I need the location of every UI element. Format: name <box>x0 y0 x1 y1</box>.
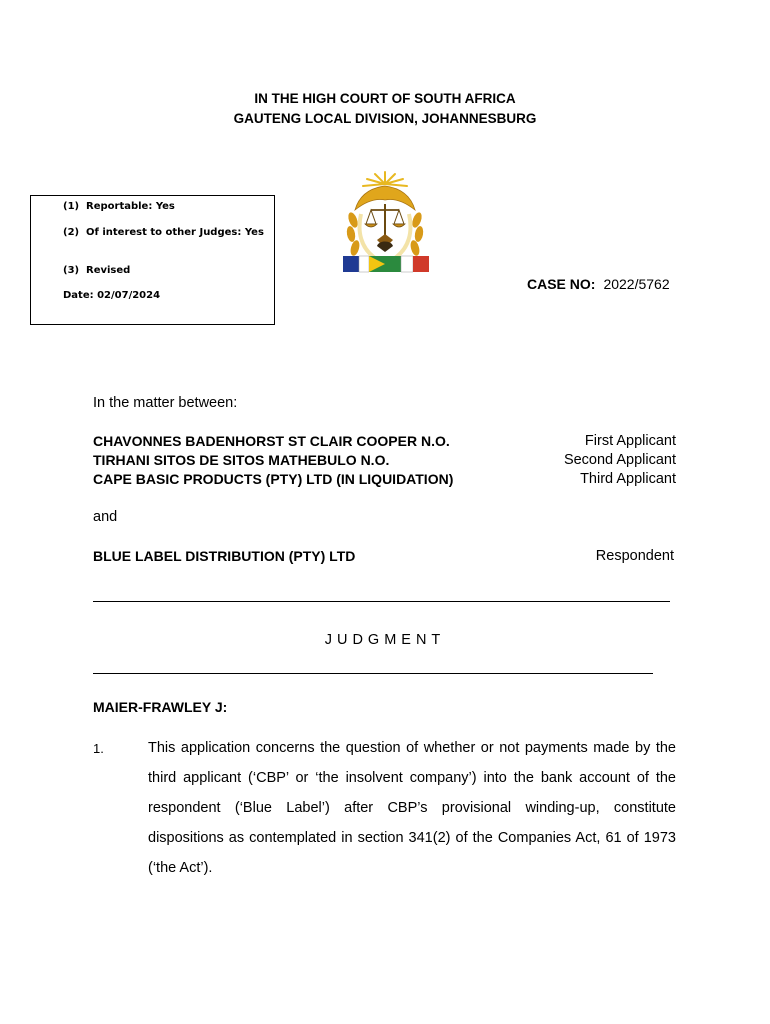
respondent-name: BLUE LABEL DISTRIBUTION (PTY) LTD <box>93 548 356 564</box>
status-item-text: Revised <box>86 265 131 276</box>
court-name-line-1: IN THE HIGH COURT OF SOUTH AFRICA <box>254 91 516 106</box>
status-item-number: (2) <box>63 227 80 238</box>
divider-line <box>93 601 670 602</box>
status-item-number: (1) <box>63 201 80 212</box>
court-name-line-2: GAUTENG LOCAL DIVISION, JOHANNESBURG <box>233 111 537 126</box>
case-number <box>527 276 670 292</box>
party-second-applicant-name: TIRHANI SITOS DE SITOS MATHEBULO N.O. <box>93 452 390 468</box>
and-separator: and <box>93 509 118 525</box>
status-item-number: (3) <box>63 265 80 276</box>
party-second-applicant-role: Second Applicant <box>563 452 676 468</box>
party-third-applicant-role: Third Applicant <box>580 471 676 487</box>
divider-line <box>93 673 653 674</box>
matter-intro: In the matter between: <box>93 395 238 411</box>
party-first-applicant-role: First Applicant <box>584 433 676 449</box>
respondent-role: Respondent <box>595 548 674 564</box>
case-number-value: 2022/5762 <box>603 276 670 292</box>
status-item-reportable <box>63 201 256 213</box>
status-item-text: Reportable: Yes <box>86 201 175 212</box>
party-third-applicant-name: CAPE BASIC PRODUCTS (PTY) LTD (IN LIQUIDATION) <box>93 471 454 487</box>
status-item-revised <box>63 265 256 277</box>
judgment-title: JUDGMENT <box>324 632 446 648</box>
paragraph-number: 1. <box>93 741 104 756</box>
status-date: Date: 02/07/2024 <box>63 290 161 301</box>
status-item-interest <box>63 227 266 239</box>
judge-name: MAIER-FRAWLEY J: <box>93 699 228 715</box>
party-first-applicant-name: CHAVONNES BADENHORST ST CLAIR COOPER N.O. <box>93 433 450 449</box>
status-item-text: Of interest to other Judges: Yes <box>86 227 264 238</box>
paragraph-text: This application concerns the question of whether or not payments made by the third applicant (‘CBP’ or ‘the insolvent company’) into the bank account of the respondent (‘Blue Label’) after CBP’s provisional winding-up, constitute dispositions as contemplated in section 341(2) of the Companies Act, 61 of 1973 (‘the Act’). <box>148 740 676 876</box>
south-africa-coat-of-arms-icon <box>339 170 431 274</box>
reportable-status-box <box>30 195 275 325</box>
case-number-label: CASE NO: <box>527 276 596 292</box>
